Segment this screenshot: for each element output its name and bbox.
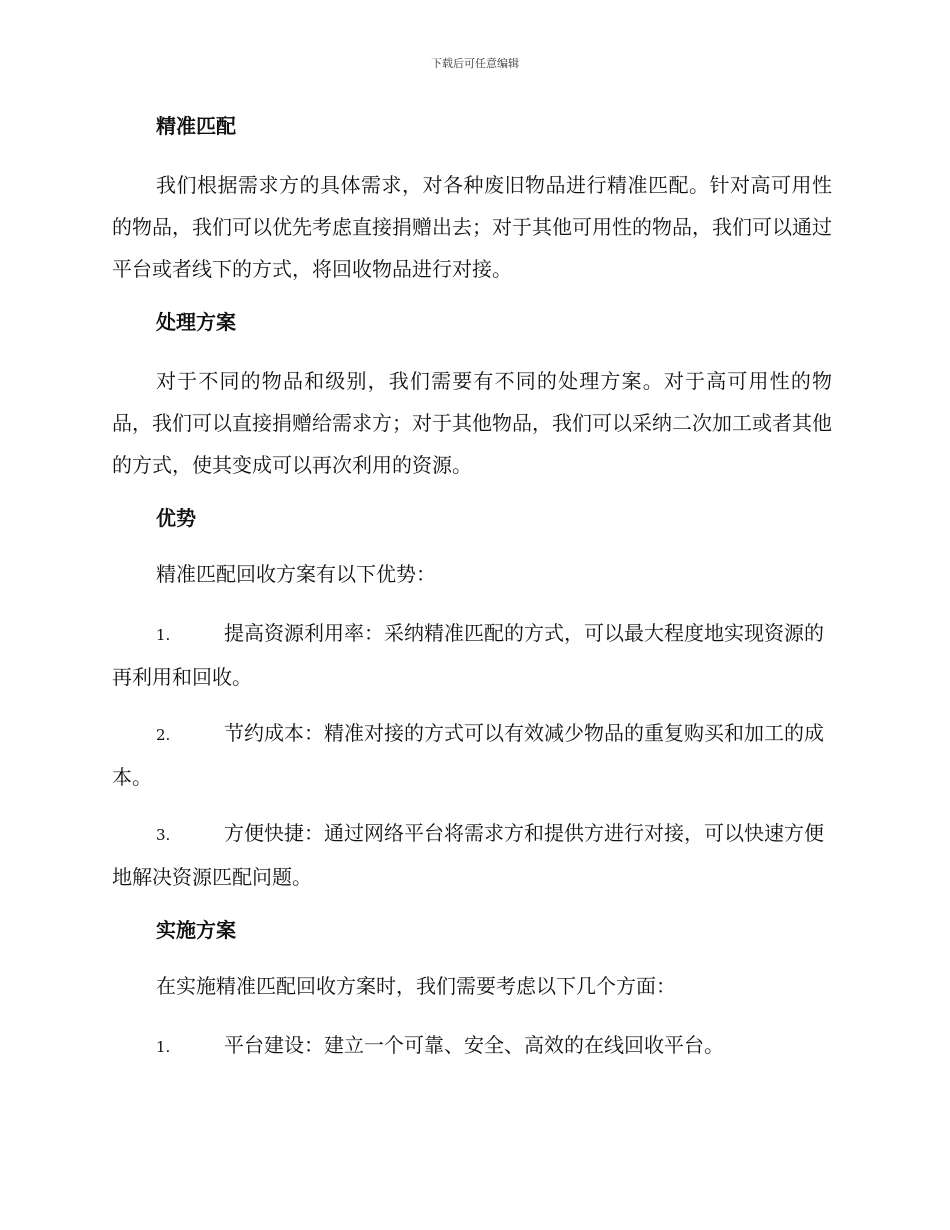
advantages-intro: 精准匹配回收方案有以下优势：: [156, 562, 436, 586]
section-heading-process: 处理方案: [156, 310, 236, 334]
implementation-intro: 在实施精准匹配回收方案时，我们需要考虑以下几个方面：: [156, 974, 676, 998]
section-body-process: 对于不同的物品和级别，我们需要有不同的处理方案。对于高可用性的物品，我们可以直接捐赠给需求方；对于其他物品，我们可以采纳二次加工或者其他的方式，使其变成可以再次利用的资源。: [112, 369, 832, 477]
list-item: [112, 712, 832, 798]
list-item: [112, 612, 832, 698]
list-item: [112, 1024, 832, 1068]
list-item-number: 1.: [156, 626, 171, 644]
section-body-match: 我们根据需求方的具体需求，对各种废旧物品进行精准匹配。针对高可用性的物品，我们可以优先考虑直接捐赠出去；对于其他可用性的物品，我们可以通过平台或者线下的方式，将回收物品进行对接。: [112, 173, 832, 281]
section-heading-implementation: 实施方案: [156, 918, 236, 942]
list-item-text: 平台建设：建立一个可靠、安全、高效的在线回收平台。: [224, 1033, 724, 1057]
section-heading-match: 精准匹配: [156, 114, 236, 138]
page-header: 下载后可任意编辑: [431, 57, 519, 70]
document-content: [112, 108, 832, 1082]
section-heading-advantages: 优势: [156, 506, 196, 530]
list-item: [112, 812, 832, 898]
list-item-text: 方便快捷：通过网络平台将需求方和提供方进行对接，可以快速方便地解决资源匹配问题。: [112, 821, 824, 889]
list-item-number: 3.: [156, 826, 171, 844]
list-item-text: 节约成本：精准对接的方式可以有效减少物品的重复购买和加工的成本。: [112, 721, 824, 789]
list-item-number: 1.: [156, 1038, 171, 1056]
list-item-number: 2.: [156, 726, 171, 744]
list-item-text: 提高资源利用率：采纳精准匹配的方式，可以最大程度地实现资源的再利用和回收。: [112, 621, 824, 689]
